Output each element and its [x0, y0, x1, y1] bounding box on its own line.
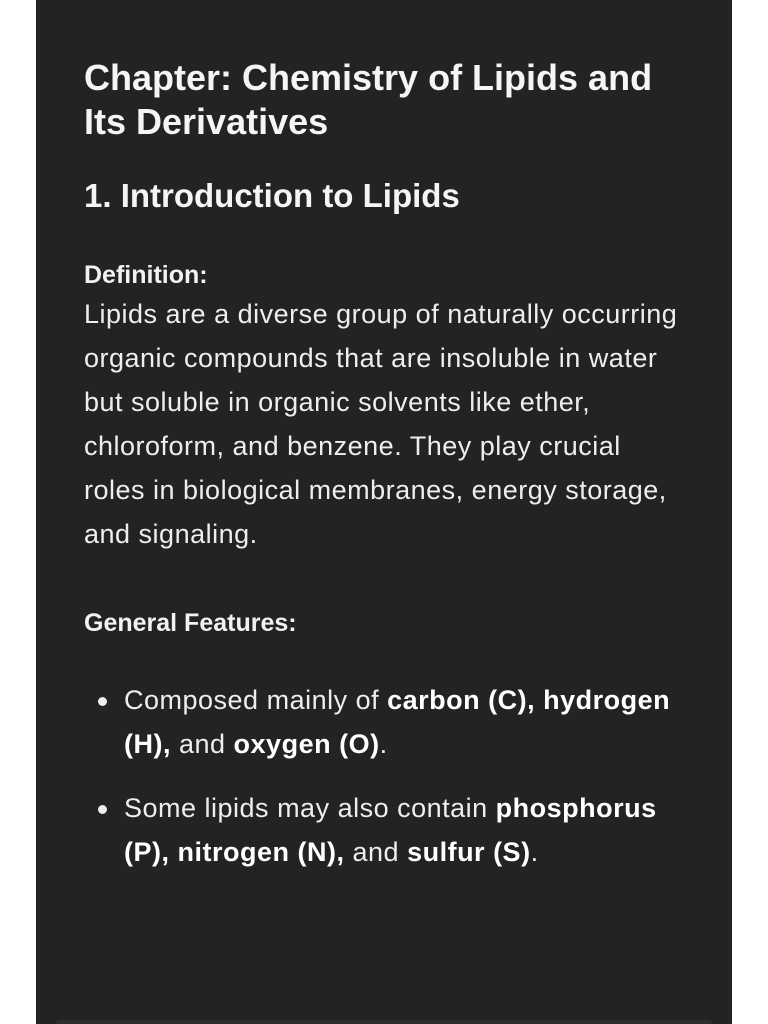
bold-term: nitrogen (N),: [177, 837, 345, 867]
list-item: [84, 678, 684, 766]
bullet-text: [535, 685, 543, 715]
bullet-text: and: [170, 729, 234, 759]
bullet-icon: [98, 697, 107, 706]
definition-label: Definition:: [84, 261, 208, 289]
bullet-text: Some lipids may also contain: [124, 793, 496, 823]
bullet-icon: [98, 805, 107, 814]
general-features-label: General Features:: [84, 609, 297, 637]
definition-text: Lipids are a diverse group of naturally occurring organic compounds that are insoluble in water but soluble in organic solvents like ether, chloroform, and benzene. They play crucial roles in biological membranes, energy storage, and signaling.: [84, 299, 678, 549]
document-panel: [36, 0, 732, 1024]
bold-term: oxygen (O): [233, 729, 380, 759]
chapter-title: Chapter: Chemistry of Lipids and Its Derivatives: [84, 57, 653, 142]
features-list: [84, 678, 684, 874]
list-item: [84, 786, 684, 874]
bullet-text: .: [530, 837, 539, 867]
bold-term: phosphorus (P),: [124, 793, 657, 867]
bullet-text: Composed mainly of: [124, 685, 388, 715]
bold-term: hydrogen (H),: [124, 685, 671, 759]
bold-term: sulfur (S): [407, 837, 531, 867]
bullet-text: and: [344, 837, 408, 867]
section-title: 1. Introduction to Lipids: [84, 177, 460, 214]
bold-term: carbon (C),: [387, 685, 536, 715]
document-content: [84, 56, 684, 894]
next-card-edge: [56, 1020, 712, 1024]
bullet-text: [170, 837, 178, 867]
bullet-text: .: [379, 729, 388, 759]
